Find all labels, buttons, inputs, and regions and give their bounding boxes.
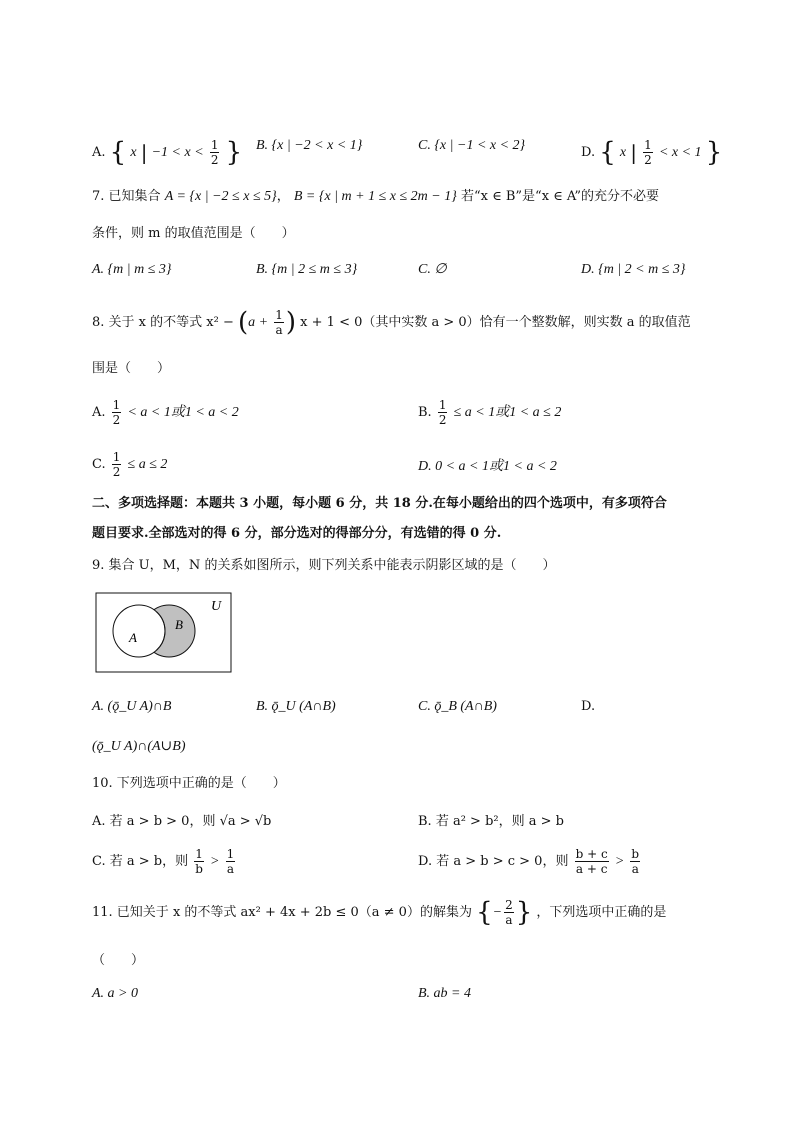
stem-text: 11. 已知关于 x 的不等式 ax² + 4x + 2b ≤ 0（a ≠ 0）的解集为 — [92, 905, 472, 920]
q9-option-d[interactable]: D. — [581, 699, 596, 714]
math-text: x — [619, 145, 627, 160]
q11-stem-line1 — [92, 898, 666, 927]
brace: { — [599, 137, 616, 168]
q11-option-a[interactable]: A. a > 0 — [92, 986, 138, 1001]
q10-option-d[interactable] — [418, 847, 642, 876]
q7-option-b[interactable]: B. {m | 2 ≤ m ≤ 3} — [256, 262, 358, 277]
q7-stem-line1: 7. 已知集合 A = {x | −2 ≤ x ≤ 5}， B = {x | m + 1 ≤ x ≤ 2m − 1} 若“x ∈ B”是“x ∈ A”的充分不必要 — [92, 189, 660, 204]
q8-option-a[interactable] — [92, 398, 239, 427]
fraction: $\frac{1}{2}$ — [438, 398, 447, 427]
option-label: C. — [92, 457, 106, 472]
paren: ( — [237, 307, 249, 338]
math-text: a + — [248, 315, 269, 330]
minus-sign: − — [492, 905, 503, 920]
option-text: C. 若 a > b，则 — [92, 854, 189, 869]
option-text: D. 若 a > b > c > 0，则 — [418, 854, 569, 869]
q7-option-c[interactable]: C. ∅ — [418, 262, 447, 277]
q6-option-d[interactable] — [581, 138, 722, 167]
q8-option-b[interactable] — [418, 398, 561, 427]
math-text: < x < 1 — [658, 145, 702, 160]
q10-option-b[interactable]: B. 若 a² > b²，则 a > b — [418, 814, 564, 829]
venn-label-u: U — [211, 599, 222, 614]
section-heading-line2: 题目要求.全部选对的得 6 分，部分选对的得部分分，有选错的得 0 分. — [92, 526, 502, 541]
math-text: ≤ a < 1或1 < a ≤ 2 — [453, 405, 562, 420]
q9-option-d-content[interactable]: (ǭ_U A)∩(A∪B) — [92, 739, 186, 754]
gt-sign: > — [614, 854, 625, 869]
option-label: A. — [92, 405, 106, 420]
q8-stem-line1 — [92, 308, 691, 337]
math-text: ≤ a ≤ 2 — [127, 457, 168, 472]
fraction: $\frac{2}{a}$ — [505, 898, 513, 927]
fraction: $\frac{1}{b}$ — [195, 847, 203, 876]
math-text: −1 < x < — [151, 145, 204, 160]
q9-stem: 9. 集合 U，M，N 的关系如图所示，则下列关系中能表示阴影区域的是（ ） — [92, 558, 556, 573]
q10-option-a[interactable]: A. 若 a > b > 0，则 √a > √b — [92, 814, 272, 829]
q7-option-a[interactable]: A. {m | m ≤ 3} — [92, 262, 172, 277]
q8-option-d[interactable]: D. 0 < a < 1或1 < a < 2 — [418, 459, 557, 474]
brace: { — [476, 897, 493, 928]
venn-label-a: A — [129, 630, 137, 645]
fraction: $\frac{b + c}{a + c}$ — [575, 847, 608, 876]
stem-text: 8. 关于 x 的不等式 x² − — [92, 315, 234, 330]
q7-stem-line2: 条件，则 m 的取值范围是（ ） — [92, 226, 295, 241]
brace: { — [109, 137, 127, 168]
q6-option-c[interactable]: C. {x | −1 < x < 2} — [418, 138, 526, 153]
q10-option-c[interactable] — [92, 847, 237, 876]
paren: ) — [285, 307, 297, 338]
option-label: B. — [418, 405, 432, 420]
q7-option-d[interactable]: D. {m | 2 < m ≤ 3} — [581, 262, 686, 277]
gt-sign: > — [210, 854, 220, 869]
q6-option-a[interactable] — [92, 138, 242, 167]
q11-stem-line2: （ ） — [92, 953, 145, 968]
option-label: A. — [92, 145, 106, 160]
q11-option-b[interactable]: B. ab = 4 — [418, 986, 471, 1001]
stem-text: ，下列选项中正确的是 — [536, 905, 667, 920]
bar: | — [630, 140, 638, 165]
q10-stem: 10. 下列选项中正确的是（ ） — [92, 776, 286, 791]
set-a: A = {x | −2 ≤ x ≤ 5} — [164, 189, 277, 204]
stem-text: 7. 已知集合 — [92, 189, 161, 204]
venn-diagram — [95, 592, 233, 674]
brace: } — [705, 137, 723, 168]
math-text: < a < 1或1 < a < 2 — [127, 405, 239, 420]
set-b: B = {x | m + 1 ≤ x ≤ 2m − 1} — [293, 189, 457, 204]
q9-option-a[interactable]: A. (ǭ_U A)∩B — [92, 699, 172, 714]
fraction: $\frac{1}{2}$ — [210, 138, 219, 167]
q8-option-c[interactable] — [92, 450, 167, 479]
fraction: $\frac{1}{2}$ — [112, 398, 121, 427]
stem-text: 若“x ∈ B”是“x ∈ A”的充分不必要 — [460, 189, 660, 204]
fraction: $\frac{1}{a}$ — [275, 308, 283, 337]
fraction: $\frac{b}{a}$ — [631, 847, 640, 876]
option-label: D. — [581, 145, 596, 160]
math-text: x — [130, 145, 137, 160]
bar: | — [140, 140, 148, 165]
stem-text: x + 1 < 0（其中实数 a > 0）恰有一个整数解，则实数 a 的取值范 — [300, 315, 691, 330]
fraction: $\frac{1}{2}$ — [644, 138, 652, 167]
brace: } — [515, 897, 533, 928]
q6-option-b[interactable]: B. {x | −2 < x < 1} — [256, 138, 363, 153]
venn-label-b: B — [175, 617, 183, 632]
q9-option-b[interactable]: B. ǭ_U (A∩B) — [256, 699, 336, 714]
q8-stem-line2: 围是（ ） — [92, 361, 171, 376]
section-heading-line1: 二、多项选择题：本题共 3 小题，每小题 6 分，共 18 分.在每小题给出的四个选项中，有多项符合 — [92, 496, 667, 511]
brace: } — [225, 137, 243, 168]
q9-option-c[interactable]: C. ǭ_B (A∩B) — [418, 699, 497, 714]
fraction: $\frac{1}{a}$ — [226, 847, 235, 876]
fraction: $\frac{1}{2}$ — [112, 450, 121, 479]
